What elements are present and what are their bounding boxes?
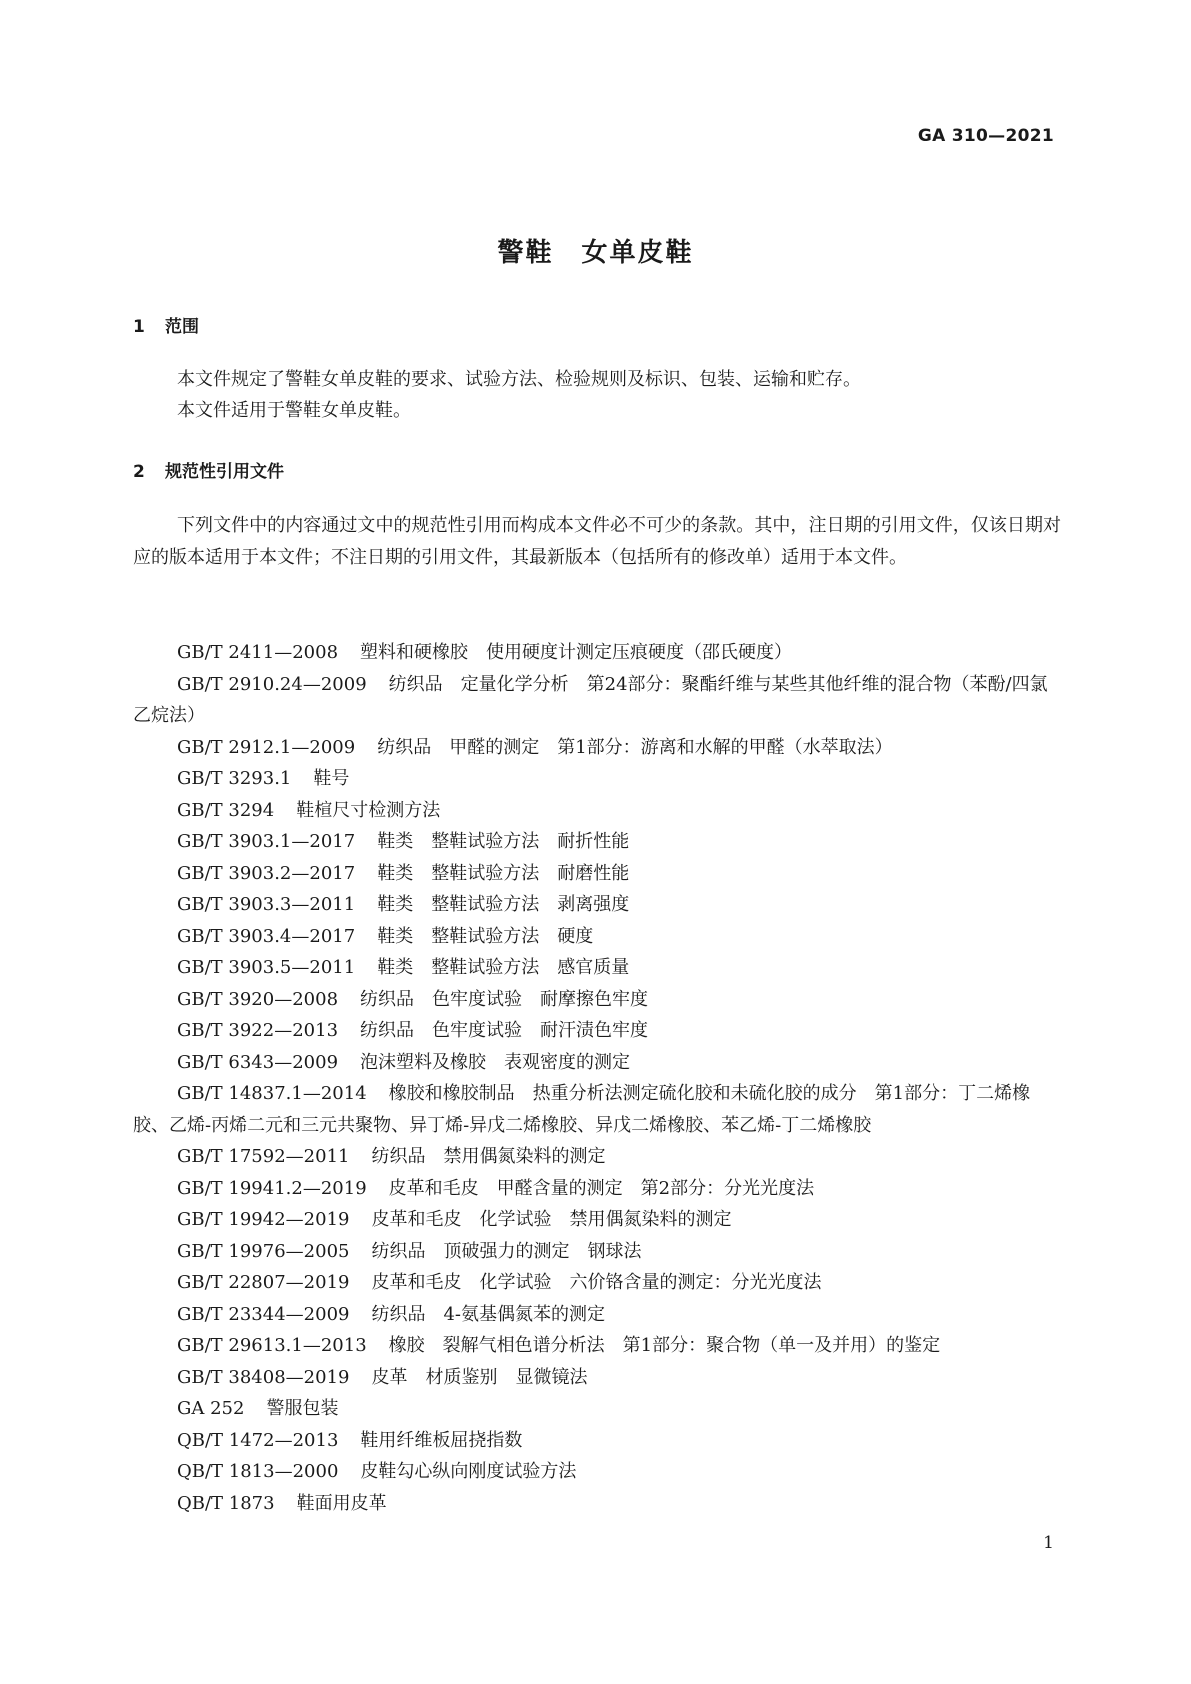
reference-item [133,1078,1061,1141]
reference-code: GB/T 38408—2019 [177,1366,350,1388]
reference-item [133,1299,1061,1331]
reference-title: 塑料和硬橡胶 使用硬度计测定压痕硬度（邵氏硬度） [360,642,793,663]
section-title: 规范性引用文件 [165,462,284,482]
reference-code: GB/T 19941.2—2019 [177,1177,367,1199]
reference-item [133,1047,1061,1079]
reference-code: GB/T 3920—2008 [177,988,339,1010]
reference-title: 鞋类 整鞋试验方法 耐折性能 [377,831,630,852]
reference-code: GB/T 22807—2019 [177,1272,350,1293]
reference-code: GB/T 29613.1—2013 [177,1335,367,1356]
reference-item [133,1236,1061,1268]
reference-title: 皮革 材质鉴别 显微镜法 [371,1366,588,1388]
reference-title: 纺织品 顶破强力的测定 钢球法 [371,1240,642,1262]
reference-item [133,1393,1061,1425]
reference-item [133,732,1061,764]
reference-title: 鞋类 整鞋试验方法 耐磨性能 [377,862,630,884]
reference-list [133,637,1061,1519]
reference-code: QB/T 1472—2013 [177,1429,339,1451]
section-heading-normative-references [133,457,284,482]
reference-item [133,1362,1061,1394]
reference-item [133,1173,1061,1205]
reference-code: GB/T 3922—2013 [177,1020,339,1041]
reference-title: 鞋类 整鞋试验方法 硬度 [377,925,594,947]
reference-item [133,1456,1061,1488]
reference-code: GB/T 2411—2008 [177,642,339,663]
page-number: 1 [1043,1533,1054,1553]
reference-code: GB/T 17592—2011 [177,1146,350,1167]
reference-title: 鞋类 整鞋试验方法 感官质量 [377,957,630,978]
reference-title: 橡胶和橡胶制品 热重分析法测定硫化胶和未硫化胶的成分 第1部分：丁二烯橡胶、乙烯-丙烯二元和三元共聚物、异丁烯-异戊二烯橡胶、异戊二烯橡胶、苯乙烯-丁二烯橡胶 [133,1083,1031,1136]
reference-item [133,1015,1061,1047]
reference-code: GB/T 3903.5—2011 [177,957,356,978]
reference-code: GB/T 2910.24—2009 [177,673,367,695]
reference-code: GB/T 3294 [177,799,275,821]
document-code: GA 310—2021 [917,126,1054,146]
reference-code: GB/T 2912.1—2009 [177,736,356,758]
reference-item [133,1425,1061,1457]
reference-code: GB/T 6343—2009 [177,1051,339,1073]
reference-code: GA 252 [177,1398,245,1419]
reference-title: 皮革和毛皮 甲醛含量的测定 第2部分：分光光度法 [388,1177,815,1199]
reference-title: 皮革和毛皮 化学试验 六价铬含量的测定：分光光度法 [371,1272,822,1293]
reference-code: GB/T 23344—2009 [177,1303,350,1325]
reference-title: 警服包装 [266,1398,339,1419]
reference-item [133,795,1061,827]
reference-code: GB/T 3903.2—2017 [177,862,356,884]
reference-title: 鞋号 [313,768,350,789]
reference-item [133,921,1061,953]
reference-code: GB/T 3903.4—2017 [177,925,356,947]
reference-item [133,1141,1061,1173]
reference-code: GB/T 3903.1—2017 [177,831,356,852]
reference-code: QB/T 1813—2000 [177,1461,339,1482]
reference-title: 纺织品 甲醛的测定 第1部分：游离和水解的甲醛（水萃取法） [377,736,893,758]
reference-item [133,952,1061,984]
reference-title: 纺织品 色牢度试验 耐摩擦色牢度 [360,988,649,1010]
reference-title: 皮鞋勾心纵向刚度试验方法 [360,1461,577,1482]
document-title: 警鞋 女单皮鞋 [497,238,694,268]
reference-code: QB/T 1873 [177,1492,275,1514]
reference-item [133,763,1061,795]
reference-title: 鞋面用皮革 [296,1492,387,1514]
reference-item [133,669,1061,732]
reference-item [133,984,1061,1016]
reference-title: 纺织品 定量化学分析 第24部分：聚酯纤维与某些其他纤维的混合物（苯酚/四氯乙烷法） [133,673,1048,726]
reference-item [133,637,1061,669]
reference-item [133,1330,1061,1362]
reference-title: 鞋楦尺寸检测方法 [296,799,441,821]
reference-code: GB/T 19976—2005 [177,1240,350,1262]
reference-item [133,826,1061,858]
reference-title: 皮革和毛皮 化学试验 禁用偶氮染料的测定 [371,1209,732,1230]
reference-title: 纺织品 禁用偶氮染料的测定 [371,1146,606,1167]
reference-code: GB/T 3903.3—2011 [177,894,356,915]
section-number: 1 [133,317,145,337]
reference-title: 橡胶 裂解气相色谱分析法 第1部分：聚合物（单一及并用）的鉴定 [388,1335,941,1356]
reference-code: GB/T 14837.1—2014 [177,1083,367,1104]
scope-paragraph-2: 本文件适用于警鞋女单皮鞋。 [177,400,411,421]
section-title: 范围 [165,317,199,337]
references-intro-paragraph: 下列文件中的内容通过文中的规范性引用而构成本文件必不可少的条款。其中，注日期的引用文件，仅该日期对应的版本适用于本文件；不注日期的引用文件，其最新版本（包括所有的修改单）适用于本文件。 [133,515,1061,568]
reference-code: GB/T 19942—2019 [177,1209,350,1230]
reference-item [133,1204,1061,1236]
reference-item [133,858,1061,890]
reference-title: 鞋用纤维板屈挠指数 [360,1429,523,1451]
reference-title: 纺织品 4-氨基偶氮苯的测定 [371,1303,606,1325]
reference-title: 纺织品 色牢度试验 耐汗渍色牢度 [360,1020,649,1041]
reference-item [133,1488,1061,1520]
reference-title: 鞋类 整鞋试验方法 剥离强度 [377,894,630,915]
reference-code: GB/T 3293.1 [177,768,292,789]
reference-title: 泡沫塑料及橡胶 表观密度的测定 [360,1051,631,1073]
reference-item [133,889,1061,921]
section-number: 2 [133,462,145,482]
reference-item [133,1267,1061,1299]
section-heading-scope [133,312,199,337]
scope-paragraph-1: 本文件规定了警鞋女单皮鞋的要求、试验方法、检验规则及标识、包装、运输和贮存。 [177,369,861,390]
